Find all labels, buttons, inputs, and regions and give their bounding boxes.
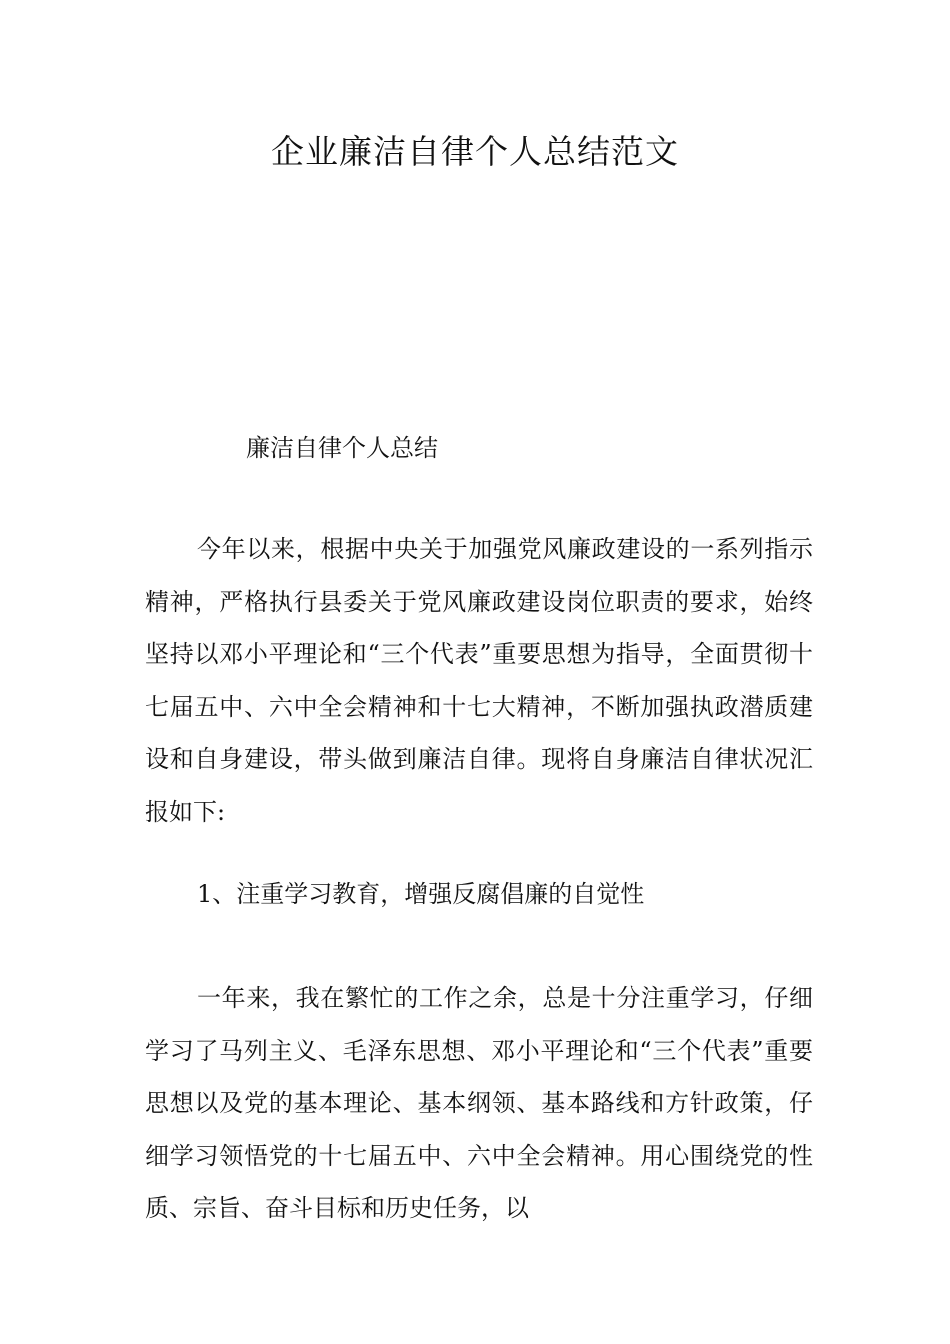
document-subtitle: 廉洁自律个人总结 [246,434,438,462]
paragraph-intro: 今年以来，根据中央关于加强党风廉政建设的一系列指示精神，严格执行县委关于党风廉政建设岗位职责的要求，始终坚持以邓小平理论和“三个代表”重要思想为指导，全面贯彻十七届五中、六中全会精神和十七大精神，不断加强执政潜质建设和自身建设，带头做到廉洁自律。现将自身廉洁自律状况汇报如下: [145,535,813,826]
document-title: 企业廉洁自律个人总结范文 [271,132,679,171]
section-heading-1: 1、注重学习教育，增强反腐倡廉的自觉性 [197,880,645,908]
paragraph-study: 一年来，我在繁忙的工作之余，总是十分注重学习，仔细学习了马列主义、毛泽东思想、邓小平理论和“三个代表”重要思想以及党的基本理论、基本纲领、基本路线和方针政策，仔细学习领悟党的十七届五中、六中全会精神。用心围绕党的性质、宗旨、奋斗目标和历史任务，以 [145,984,813,1222]
